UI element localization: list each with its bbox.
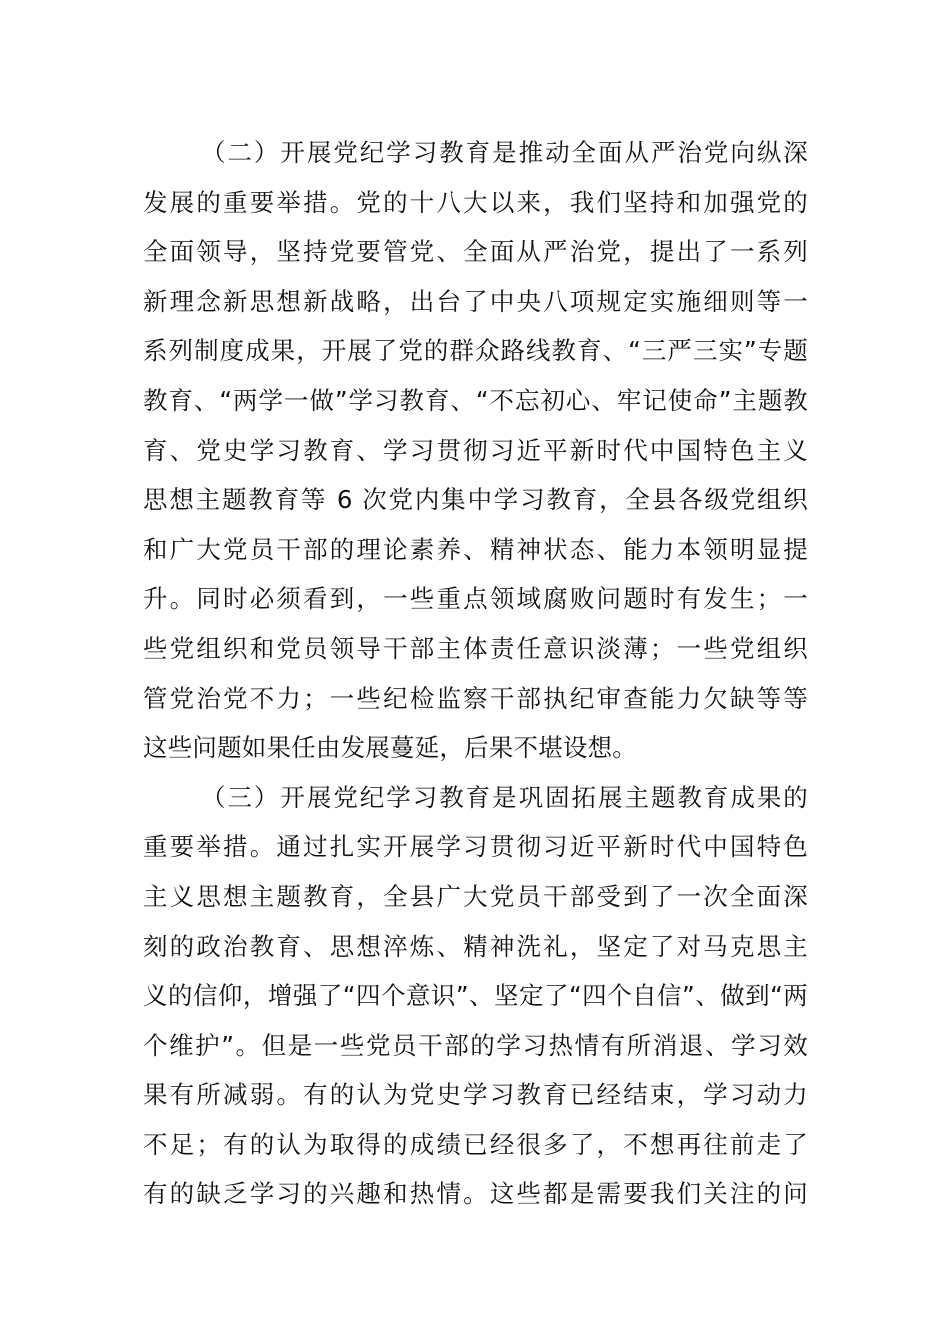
text-line: 重要举措。通过扎实开展学习贯彻习近平新时代中国特色 — [143, 832, 808, 862]
text-line: 教育、“两学一做”学习教育、“不忘初心、牢记使命”主题教 — [143, 385, 808, 415]
text-line: 主义思想主题教育，全县广大党员干部受到了一次全面深 — [143, 881, 808, 911]
text-line: 义的信仰，增强了“四个意识”、坚定了“四个自信”、做到“两 — [143, 981, 808, 1011]
paragraph-3-heading-line: （三）开展党纪学习教育是巩固拓展主题教育成果的 — [201, 782, 808, 812]
text-line: 刻的政治教育、思想淬炼、精神洗礼，坚定了对马克思主 — [143, 931, 808, 961]
body-text — [143, 128, 808, 1219]
text-line: 些党组织和党员领导干部主体责任意识淡薄；一些党组织 — [143, 633, 808, 663]
text-line: 思想主题教育等 6 次党内集中学习教育，全县各级党组织 — [143, 485, 808, 515]
paragraph-2-heading-line: （二）开展党纪学习教育是推动全面从严治党向纵深 — [201, 138, 808, 167]
text-line: 不足；有的认为取得的成绩已经很多了，不想再往前走了 — [143, 1129, 808, 1159]
text-line: 升。同时必须看到，一些重点领域腐败问题时有发生；一 — [143, 584, 808, 614]
text-line: 新理念新思想新战略，出台了中央八项规定实施细则等一 — [143, 286, 808, 316]
text-line: 发展的重要举措。党的十八大以来，我们坚持和加强党的 — [143, 187, 808, 217]
text-line: 这些问题如果任由发展蔓延，后果不堪设想。 — [143, 733, 637, 763]
text-line: 有的缺乏学习的兴趣和热情。这些都是需要我们关注的问 — [143, 1179, 808, 1209]
text-line: 和广大党员干部的理论素养、精神状态、能力本领明显提 — [143, 534, 808, 564]
text-line: 管党治党不力；一些纪检监察干部执纪审查能力欠缺等等 — [143, 683, 808, 713]
text-line: 果有所减弱。有的认为党史学习教育已经结束，学习动力 — [143, 1080, 808, 1110]
text-line: 全面领导，坚持党要管党、全面从严治党，提出了一系列 — [143, 237, 808, 267]
text-line: 育、党史学习教育、学习贯彻习近平新时代中国特色主义 — [143, 435, 808, 465]
text-line: 系列制度成果，开展了党的群众路线教育、“三严三实”专题 — [143, 336, 808, 366]
text-line: 个维护”。但是一些党员干部的学习热情有所消退、学习效 — [143, 1030, 808, 1060]
